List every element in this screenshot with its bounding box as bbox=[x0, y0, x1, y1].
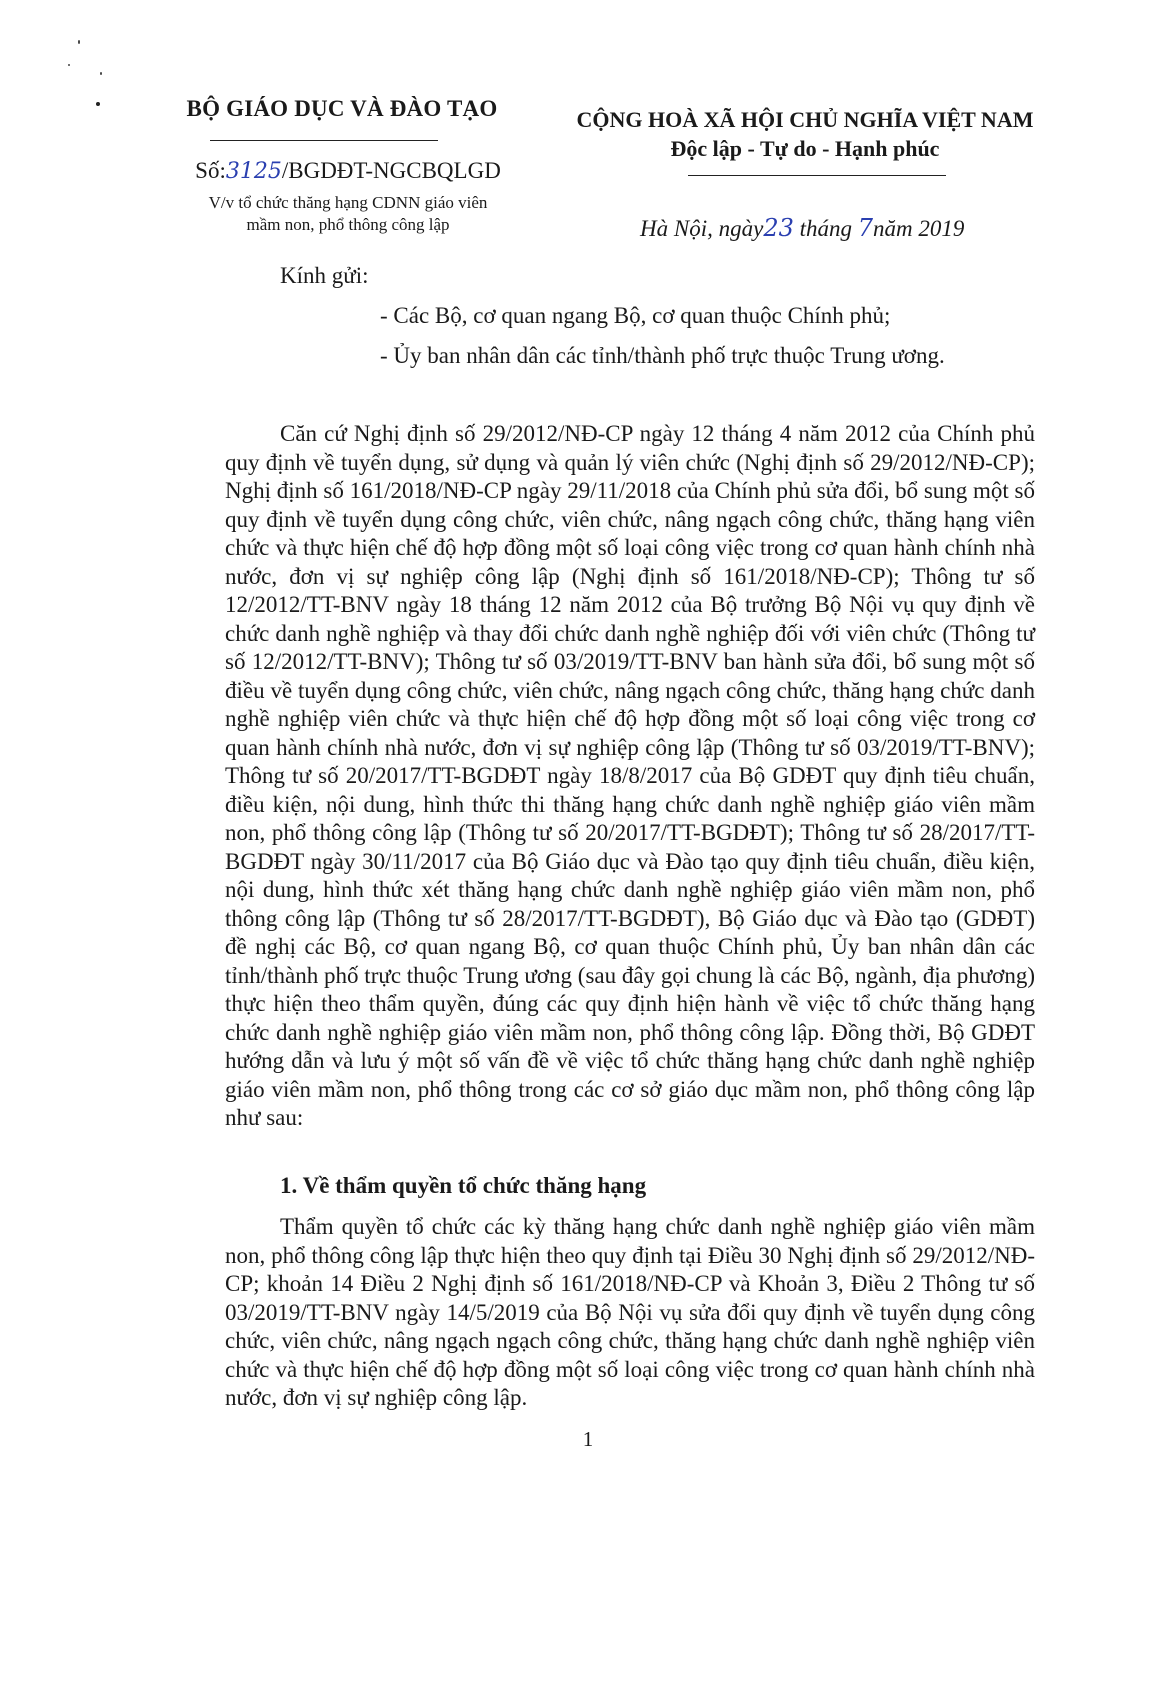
recipient-1: - Các Bộ, cơ quan ngang Bộ, cơ quan thuộc Chính phủ; bbox=[380, 303, 891, 328]
subject-line-1: V/v tổ chức thăng hạng CDNN giáo viên bbox=[208, 193, 488, 212]
document-date bbox=[640, 214, 1060, 242]
document-number-prefix: Số: bbox=[195, 158, 226, 183]
scan-speck bbox=[100, 72, 102, 75]
date-month-handwritten: 7 bbox=[857, 214, 874, 242]
country-name: CỘNG HOÀ XÃ HỘI CHỦ NGHĨA VIỆT NAM bbox=[576, 107, 1034, 132]
section-1-title: 1. Về thẩm quyền tổ chức thăng hạng bbox=[280, 1173, 647, 1198]
date-place: Hà Nội, ngày bbox=[640, 216, 764, 241]
body-paragraph-2-text: Thẩm quyền tổ chức các kỳ thăng hạng chức danh nghề nghiệp giáo viên mầm non, phổ thông công lập thực hiện theo quy định tại Điều 30 Nghị định số 29/2012/NĐ-CP; khoản 14 Điều 2 Nghị định số 161/2018/NĐ-CP và Khoản 3, Điều 2 Thông tư số 03/2019/TT-BNV ngày 14/5/2019 của Bộ Nội vụ sửa đổi quy định về tuyển dụng công chức, viên chức, nâng ngạch ngạch công chức, thăng hạng chức danh nghề nghiệp viên chức và thực hiện chế độ hợp đồng một số loại công việc trong cơ quan hành chính nhà nước, đơn vị sự nghiệp công lập. bbox=[225, 1214, 1035, 1410]
body-paragraph-1-text: Căn cứ Nghị định số 29/2012/NĐ-CP ngày 12 tháng 4 năm 2012 của Chính phủ quy định về tuyển dụng, sử dụng và quản lý viên chức (Nghị định số 29/2012/NĐ-CP); Nghị định số 161/2018/NĐ-CP ngày 29/11/2018 của Chính phủ sửa đổi, bổ sung một số quy định về tuyển dụng công chức, viên chức, nâng ngạch công chức, thăng hạng viên chức và thực hiện chế độ hợp đồng một số loại công việc trong cơ quan hành chính nhà nước, đơn vị sự nghiệp công lập (Nghị định số 161/2018/NĐ-CP); Thông tư số 12/2012/TT-BNV ngày 18 tháng 12 năm 2012 của Bộ trưởng Bộ Nội vụ quy định về chức danh nghề nghiệp và thay đổi chức danh nghề nghiệp đối với viên chức (Thông tư số 12/2012/TT-BNV); Thông tư số 03/2019/TT-BNV ban hành sửa đổi, bổ sung một số điều về tuyển dụng công chức, viên chức, nâng ngạch công chức, thăng hạng chức danh nghề nghiệp viên chức và thực hiện chế độ hợp đồng một số loại công việc trong cơ quan hành chính nhà nước, đơn vị sự nghiệp công lập (Thông tư số 03/2019/TT-BNV); Thông tư số 20/2017/TT-BGDĐT ngày 18/8/2017 của Bộ GDĐT quy định tiêu chuẩn, điều kiện, nội dung, hình thức thi thăng hạng chức danh nghề nghiệp giáo viên mầm non, phổ thông công lập (Thông tư số 20/2017/TT-BGDĐT); Thông tư số 28/2017/TT-BGDĐT ngày 30/11/2017 của Bộ Giáo dục và Đào tạo quy định tiêu chuẩn, điều kiện, nội dung, hình thức xét thăng hạng chức danh nghề nghiệp giáo viên mầm non, phổ thông công lập (Thông tư số 28/2017/TT-BGDĐT), Bộ Giáo dục và Đào tạo (GDĐT) đề nghị các Bộ, cơ quan ngang Bộ, cơ quan thuộc Chính phủ, Ủy ban nhân dân các tỉnh/thành phố trực thuộc Trung ương (sau đây gọi chung là các Bộ, ngành, địa phương) thực hiện theo thẩm quyền, đúng các quy định hiện hành về việc tổ chức thăng hạng chức danh nghề nghiệp giáo viên mầm non, phổ thông công lập. Đồng thời, Bộ GDĐT hướng dẫn và lưu ý một số vấn đề về việc tổ chức thăng hạng chức danh nghề nghiệp giáo viên mầm non, phổ thông trong các cơ sở giáo dục mầm non, phổ thông công lập như sau: bbox=[225, 421, 1036, 1130]
body-paragraph-2 bbox=[225, 1213, 1035, 1413]
national-motto: Độc lập - Tự do - Hạnh phúc bbox=[670, 136, 940, 161]
salutation: Kính gửi: bbox=[280, 263, 369, 288]
date-month-word: tháng bbox=[799, 216, 852, 241]
page-number: 1 bbox=[582, 1427, 594, 1451]
date-year: năm 2019 bbox=[873, 216, 965, 241]
scan-speck bbox=[96, 102, 100, 106]
scan-speck bbox=[68, 64, 70, 66]
document-number-suffix: /BGDĐT-NGCBQLGD bbox=[281, 158, 501, 183]
document-number bbox=[178, 158, 518, 184]
motto-underline bbox=[688, 175, 946, 176]
document-number-handwritten: 3125 bbox=[225, 159, 282, 184]
scan-speck bbox=[78, 40, 80, 44]
document-subject bbox=[178, 192, 518, 236]
ministry-underline bbox=[210, 140, 438, 141]
subject-line-2: mầm non, phổ thông công lập bbox=[246, 215, 450, 234]
body-paragraph-1 bbox=[225, 420, 1035, 1133]
date-day-handwritten: 23 bbox=[763, 214, 794, 242]
ministry-name: BỘ GIÁO DỤC VÀ ĐÀO TẠO bbox=[186, 96, 498, 121]
recipient-2: - Ủy ban nhân dân các tỉnh/thành phố trực thuộc Trung ương. bbox=[380, 343, 945, 368]
